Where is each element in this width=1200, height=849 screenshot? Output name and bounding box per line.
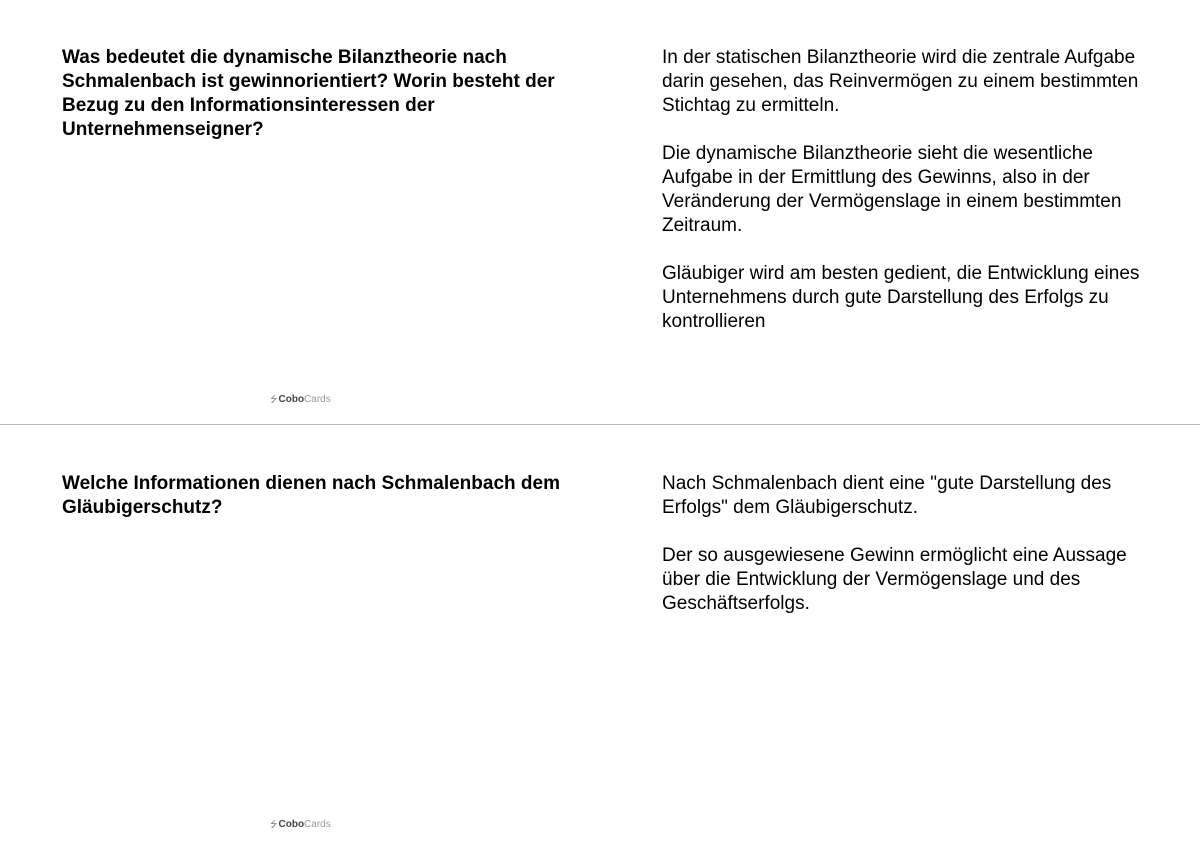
answer-paragraph: Die dynamische Bilanztheorie sieht die wesentliche Aufgabe in der Ermittlung des Gewinns, also in der Veränderung der Vermögenslage in einem bestimmten Zeitraum. — [662, 143, 1122, 236]
answer-paragraph: Nach Schmalenbach dient eine "gute Darstellung des Erfolgs" dem Gläubigerschutz. — [662, 473, 1112, 518]
logo-text-cobo: Cobo — [278, 394, 305, 405]
cobocards-logo-icon: ⭍ — [270, 819, 278, 829]
card-answer — [662, 472, 1162, 640]
cobocards-logo-icon: ⭍ — [270, 394, 278, 404]
flashcard-2 — [0, 425, 1200, 849]
card-question: Was bedeutet die dynamische Bilanztheorie nach Schmalenbach ist gewinnorientiert? Worin besteht der Bezug zu den Informationsinteressen der Unternehmenseigner? — [62, 47, 555, 140]
logo-text-cards: Cards — [304, 394, 331, 405]
cobocards-logo — [270, 393, 331, 406]
cobocards-logo — [270, 818, 331, 831]
answer-paragraph: Der so ausgewiesene Gewinn ermöglicht eine Aussage über die Entwicklung der Vermögenslage und des Geschäftserfolgs. — [662, 545, 1127, 614]
answer-paragraph: In der statischen Bilanztheorie wird die zentrale Aufgabe darin gesehen, das Reinvermögen zu einem bestimmten Stichtag zu ermitteln. — [662, 47, 1139, 116]
logo-text-cards: Cards — [304, 819, 331, 830]
card-question: Welche Informationen dienen nach Schmalenbach dem Gläubigerschutz? — [62, 473, 560, 518]
card-answer — [662, 46, 1162, 358]
flashcard-1 — [0, 0, 1200, 424]
answer-paragraph: Gläubiger wird am besten gedient, die Entwicklung eines Unternehmens durch gute Darstellung des Erfolgs zu kontrollieren — [662, 263, 1140, 332]
logo-text-cobo: Cobo — [278, 819, 305, 830]
